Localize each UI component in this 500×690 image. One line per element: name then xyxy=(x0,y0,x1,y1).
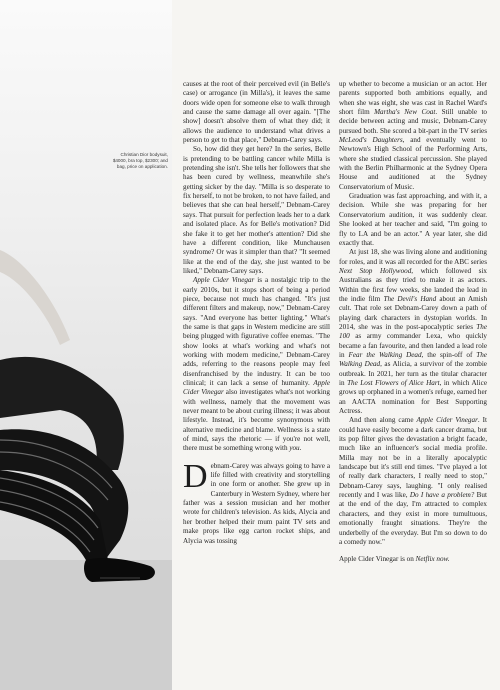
article-column-1 xyxy=(183,80,330,546)
drop-cap: D xyxy=(183,457,208,495)
closing-note: Apple Cider Vinegar is on Netflix now. xyxy=(339,555,450,564)
paragraph: Apple Cider Vinegar is a nostalgic trip to the early 2010s, but it stops short of being a period piece, because not much has changed. "It's just different filters and makeup, now," Debnam-Carey says. "And everyone has better lighting." What's the same is that gaps in Western medicine are still being plugged with figurative coffee enemas. "The show looks at what's working and what's not working with modern medicine," Debnam-Carey adds, referring to the reasons people may feel disenfranchised by the industry. It can be too clinical; it can lack a sense of humanity. Apple Cider Vinegar also investigates what's not working with wellness, namely that the movement was never meant to be about curing illness; it was about lifestyle. Instead, it's become synonymous with alternative medicine and blame. Wellness is a state of mind, says the rhetoric — if you're not well, there must be something wrong with you. xyxy=(183,276,331,453)
fashion-photo xyxy=(0,0,172,690)
paragraph: up whether to become a musician or an actor. Her parents supported both ambitions equally, and when she was eight, she was cast in Rachel Ward's short film Martha's New Coat. Still unable to decide between acting and music, Debnam-Carey pursued both. She scored a bit-part in the TV series McLeod's Daughters, and eventually went to Newtown's High School of the Performing Arts, where she studied classical percussion. She played with the Berlin Philharmonic at the Sydney Opera House and auditioned at the Sydney Conservatorium of Music. xyxy=(339,80,488,191)
show-title: Apple Cider Vinegar xyxy=(183,379,330,397)
paragraph: So, how did they get here? In the series, Belle is pretending to be battling cancer while Milla is pretending she isn't. She tells her followers that she has been cured by wellness, meanwhile she's getting sicker by the day. "Milla is so desperate to fix herself, to not be broken, to not have failed, and believes that she can heal herself," Debnam-Carey says. That pursuit for perfection leads her to a dark and isolated place. As for Belle's motivation? Did she fake it to get her mother's attention? Did she have a different condition, like Munchausen syndrome? Or was it simpler than that? "It seemed like at the end of the day, she just wanted to be liked," Debnam-Carey says. xyxy=(183,145,330,275)
article-column-2 xyxy=(339,80,487,565)
paragraph: At just 18, she was living alone and auditioning for roles, and it was all recorded for the ABC series Next Stop Hollywood, which followed six Australians as they tried to make it as actors. Within the first few weeks, she landed the lead in the indie film The Devil's Hand about an Amish cult. That role set Debnam-Carey down a path of playing dark characters in dystopian worlds. In 2014, she was in the post-apocalyptic series The 100 as army commander Lexa, who quickly became a fan favourite, and then landed a lead role in Fear the Walking Dead, the spin-off of The Walking Dead, as Alicia, a survivor of the zombie outbreak. In 2021, her turn as the titular character in The Lost Flowers of Alice Hart, in which Alice grows up orphaned in a women's refuge, earned her an AACTA nomination for Best Supporting Actress. xyxy=(339,248,488,416)
photo-caption: Christian Dior bodysuit, $4000, bra top, $2300; and bag, price on application. xyxy=(112,152,168,170)
paragraph: And then along came Apple Cider Vinegar. It could have easily become a dark cancer drama, but its pop filter gives the devastation a bright facade, much like an influencer's social media profile. Milla may not be in a literally apocalyptic landscape but it's still end times. "I've played a lot of really dark characters, I really need to stop," Debnam-Carey says, laughing. "I only realised recently and I was like, Do I have a problem? But at the end of the day, I'm attracted to complex characters, and they exist in more tumultuous, emotionally fraught situations. They're the underbelly of the everyday. But I'm so down to do a comedy now." xyxy=(339,416,487,546)
paragraph: Graduation was fast approaching, and with it, a decision. While she was preparing for her Conservatorium audition, it was suddenly clear. She looked at her teacher and said, "I'm going to fly to LA and be an actor." A year later, she did exactly that. xyxy=(339,192,487,247)
paragraph: causes at the root of their perceived evil (in Belle's case) or arrogance (in Milla's), it leaves the same doors wide open for someone else to walk through and cause the same damage all over again. "[The show] doesn't absolve them of what they did; it allows the audience to understand what drives a person to get to that place," Debnam-Carey says. xyxy=(183,80,330,145)
paragraph: Debnam-Carey was always going to have a life filled with creativity and storytelling in one form or another. She grew up in Canterbury in Western Sydney, where her father was a session musician and her mother wrote for children's television. As kids, Alycia and her brother helped their mum paint TV sets and make props like egg carton rocket ships, and Alycia was tossing xyxy=(183,457,330,545)
model-silhouette xyxy=(0,0,172,690)
show-title: Apple Cider Vinegar xyxy=(193,276,255,285)
